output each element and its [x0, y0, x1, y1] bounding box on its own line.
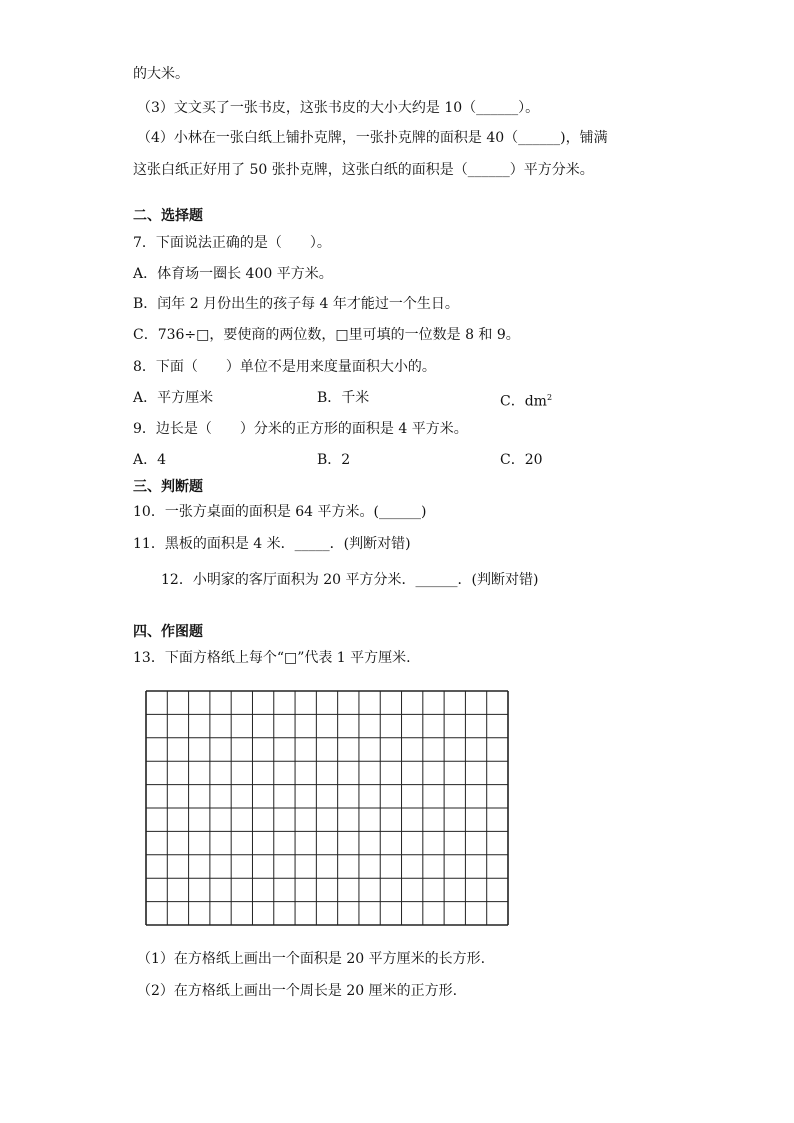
q6-part-3: （3）文文买了一张书皮，这张书皮的大小大约是 10（______）。 [137, 100, 540, 116]
q13-part-2: （2）在方格纸上画出一个周长是 20 厘米的正方形. [137, 983, 458, 999]
q7-option-b: B．闰年 2 月份出生的孩子每 4 年才能过一个生日。 [133, 296, 459, 312]
q8-option-c-superscript: 2 [546, 393, 553, 402]
q8-option-b: B．千米 [317, 390, 370, 406]
q10: 10．一张方桌面的面积是 64 平方米。(______) [133, 504, 427, 520]
q9-option-b: B．2 [317, 452, 351, 468]
q7-option-c: C．736÷□，要使商的两位数，□里可填的一位数是 8 和 9。 [133, 327, 520, 343]
q8-stem: 8．下面（ ）单位不是用来度量面积大小的。 [133, 359, 436, 375]
q6-tail-text: 的大米。 [133, 66, 189, 82]
q6-part-4-line-2: 这张白纸正好用了 50 张扑克牌，这张白纸的面积是（______）平方分米。 [133, 162, 594, 178]
q9-option-a: A．4 [133, 452, 167, 468]
q6-part-4-line-1: （4）小林在一张白纸上铺扑克牌，一张扑克牌的面积是 40（______)，铺满 [137, 130, 608, 146]
q11: 11．黑板的面积是 4 米．_____．(判断对错) [133, 536, 411, 552]
q8-option-c [500, 388, 552, 412]
q13-stem: 13．下面方格纸上每个“□”代表 1 平方厘米. [133, 650, 411, 666]
q12: 12．小明家的客厅面积为 20 平方分米．______．(判断对错) [161, 572, 539, 588]
q9-option-c: C．20 [500, 452, 543, 468]
section-heading-judgement: 三、判断题 [133, 479, 203, 495]
section-heading-drawing: 四、作图题 [133, 624, 203, 640]
q13-part-1: （1）在方格纸上画出一个面积是 20 平方厘米的长方形. [137, 951, 486, 967]
q8-option-a: A．平方厘米 [133, 390, 214, 406]
q9-stem: 9．边长是（ ）分米的正方形的面积是 4 平方米。 [133, 421, 468, 437]
square-grid-paper [145, 690, 509, 926]
q7-option-a: A．体育场一圈长 400 平方米。 [133, 266, 333, 282]
q8-option-c-text: C．dm [500, 393, 547, 410]
q7-stem: 7．下面说法正确的是（ ）。 [133, 235, 331, 251]
section-heading-choice: 二、选择题 [133, 208, 203, 224]
